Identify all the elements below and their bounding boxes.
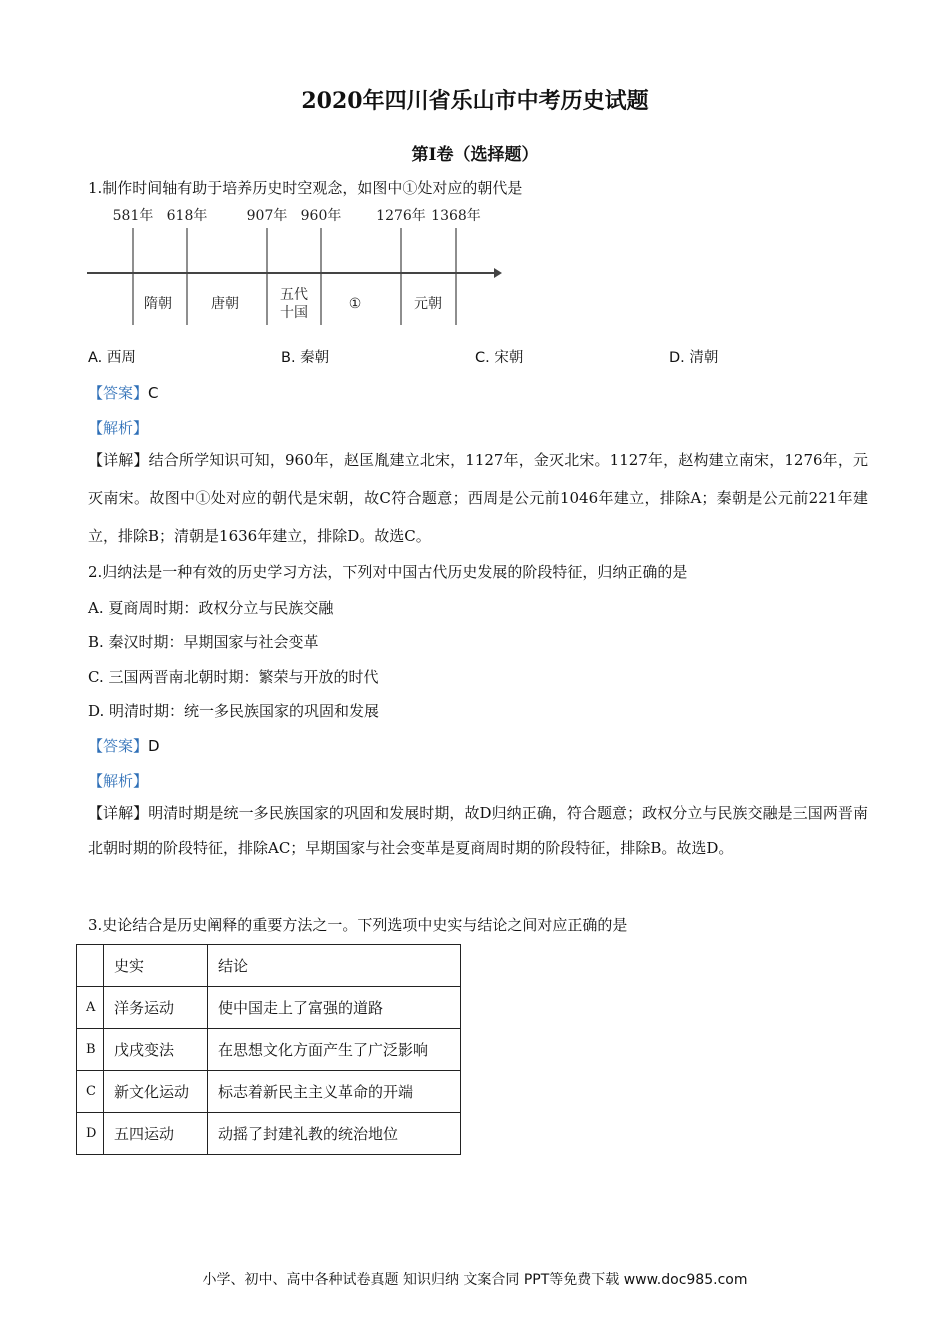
timeline-arrow-icon <box>494 268 502 278</box>
timeline-segment-label: 十国 <box>280 305 308 321</box>
timeline-year: 1368年 <box>431 208 481 224</box>
table-cell: 戊戌变法 <box>104 1029 208 1071</box>
table-row <box>77 1113 461 1155</box>
timeline-year: 960年 <box>300 208 342 224</box>
timeline-segment-label: 元朝 <box>414 296 442 312</box>
timeline-year: 581年 <box>112 208 154 224</box>
timeline-year: 907年 <box>246 208 288 224</box>
detail-paragraph <box>88 796 868 866</box>
table-cell: B <box>77 1029 104 1071</box>
option-b: B. 秦朝 <box>281 350 330 366</box>
option-d: D. 清朝 <box>669 350 719 366</box>
option-b: B. 秦汉时期：早期国家与社会变革 <box>88 633 319 651</box>
timeline-segment-label: 唐朝 <box>211 296 239 312</box>
table-header-cell: 结论 <box>208 945 461 987</box>
table-cell: D <box>77 1113 104 1155</box>
table-cell: 标志着新民主主义革命的开端 <box>208 1071 461 1113</box>
table-header-cell <box>77 945 104 987</box>
section-heading: 第Ⅰ卷（选择题） <box>411 145 539 165</box>
answer-value: C <box>148 384 159 402</box>
table-cell: 新文化运动 <box>104 1071 208 1113</box>
option-c: C. 宋朝 <box>475 350 524 366</box>
table-cell: 动摇了封建礼教的统治地位 <box>208 1113 461 1155</box>
table-cell: C <box>77 1071 104 1113</box>
table-header-row <box>77 945 461 987</box>
table-cell: 洋务运动 <box>104 987 208 1029</box>
table-cell: 使中国走上了富强的道路 <box>208 987 461 1029</box>
option-a: A. 夏商周时期：政权分立与民族交融 <box>88 599 334 617</box>
option-a: A. 西周 <box>88 350 136 366</box>
timeline-segment-label: 五代 <box>280 287 308 303</box>
detail-paragraph <box>88 441 868 555</box>
timeline-figure <box>84 203 514 331</box>
table-cell: 在思想文化方面产生了广泛影响 <box>208 1029 461 1071</box>
timeline-year: 1276年 <box>376 208 426 224</box>
page-title: 2020年四川省乐山市中考历史试题 <box>301 88 649 114</box>
analysis-tag: 【解析】 <box>88 772 149 790</box>
table-row <box>77 1029 461 1071</box>
table-row <box>77 1071 461 1113</box>
table-cell: 五四运动 <box>104 1113 208 1155</box>
detail-text: 明清时期是统一多民族国家的巩固和发展时期，故D归纳正确，符合题意；政权分立与民族交融是三国两晋南北朝时期的阶段特征，排除AC；早期国家与社会变革是夏商周时期的阶段特征，排除B。故选D。 <box>88 804 868 857</box>
table-cell: A <box>77 987 104 1029</box>
answer-line <box>88 735 160 756</box>
question-1-stem: 1.制作时间轴有助于培养历史时空观念，如图中①处对应的朝代是 <box>88 179 523 197</box>
answer-line <box>88 382 159 403</box>
footer-text: 小学、初中、高中各种试卷真题 知识归纳 文案合同 PPT等免费下载 www.doc985.com <box>202 1272 748 1288</box>
question-2-stem: 2.归纳法是一种有效的历史学习方法，下列对中国古代历史发展的阶段特征，归纳正确的是 <box>88 563 688 581</box>
answer-value: D <box>148 737 160 755</box>
detail-tag: 【详解】 <box>88 804 149 822</box>
answer-tag: 【答案】 <box>88 737 149 755</box>
detail-tag: 【详解】 <box>88 451 149 469</box>
question-3-stem: 3.史论结合是历史阐释的重要方法之一。下列选项中史实与结论之间对应正确的是 <box>88 916 628 934</box>
table-header-cell: 史实 <box>104 945 208 987</box>
option-d: D. 明清时期：统一多民族国家的巩固和发展 <box>88 702 380 720</box>
timeline-year: 618年 <box>166 208 208 224</box>
table-row <box>77 987 461 1029</box>
analysis-tag: 【解析】 <box>88 419 149 437</box>
facts-table <box>76 944 461 1155</box>
detail-text: 结合所学知识可知，960年，赵匡胤建立北宋，1127年，金灭北宋。1127年，赵构建立南宋，1276年，元灭南宋。故图中①处对应的朝代是宋朝，故C符合题意；西周是公元前1046年建立，排除A；秦朝是公元前221年建立，排除B；清朝是1636年建立，排除D。故选C。 <box>88 451 868 545</box>
timeline-segment-label: ① <box>348 296 362 312</box>
timeline-segment-label: 隋朝 <box>144 296 172 312</box>
answer-tag: 【答案】 <box>88 384 149 402</box>
option-c: C. 三国两晋南北朝时期：繁荣与开放的时代 <box>88 668 379 686</box>
